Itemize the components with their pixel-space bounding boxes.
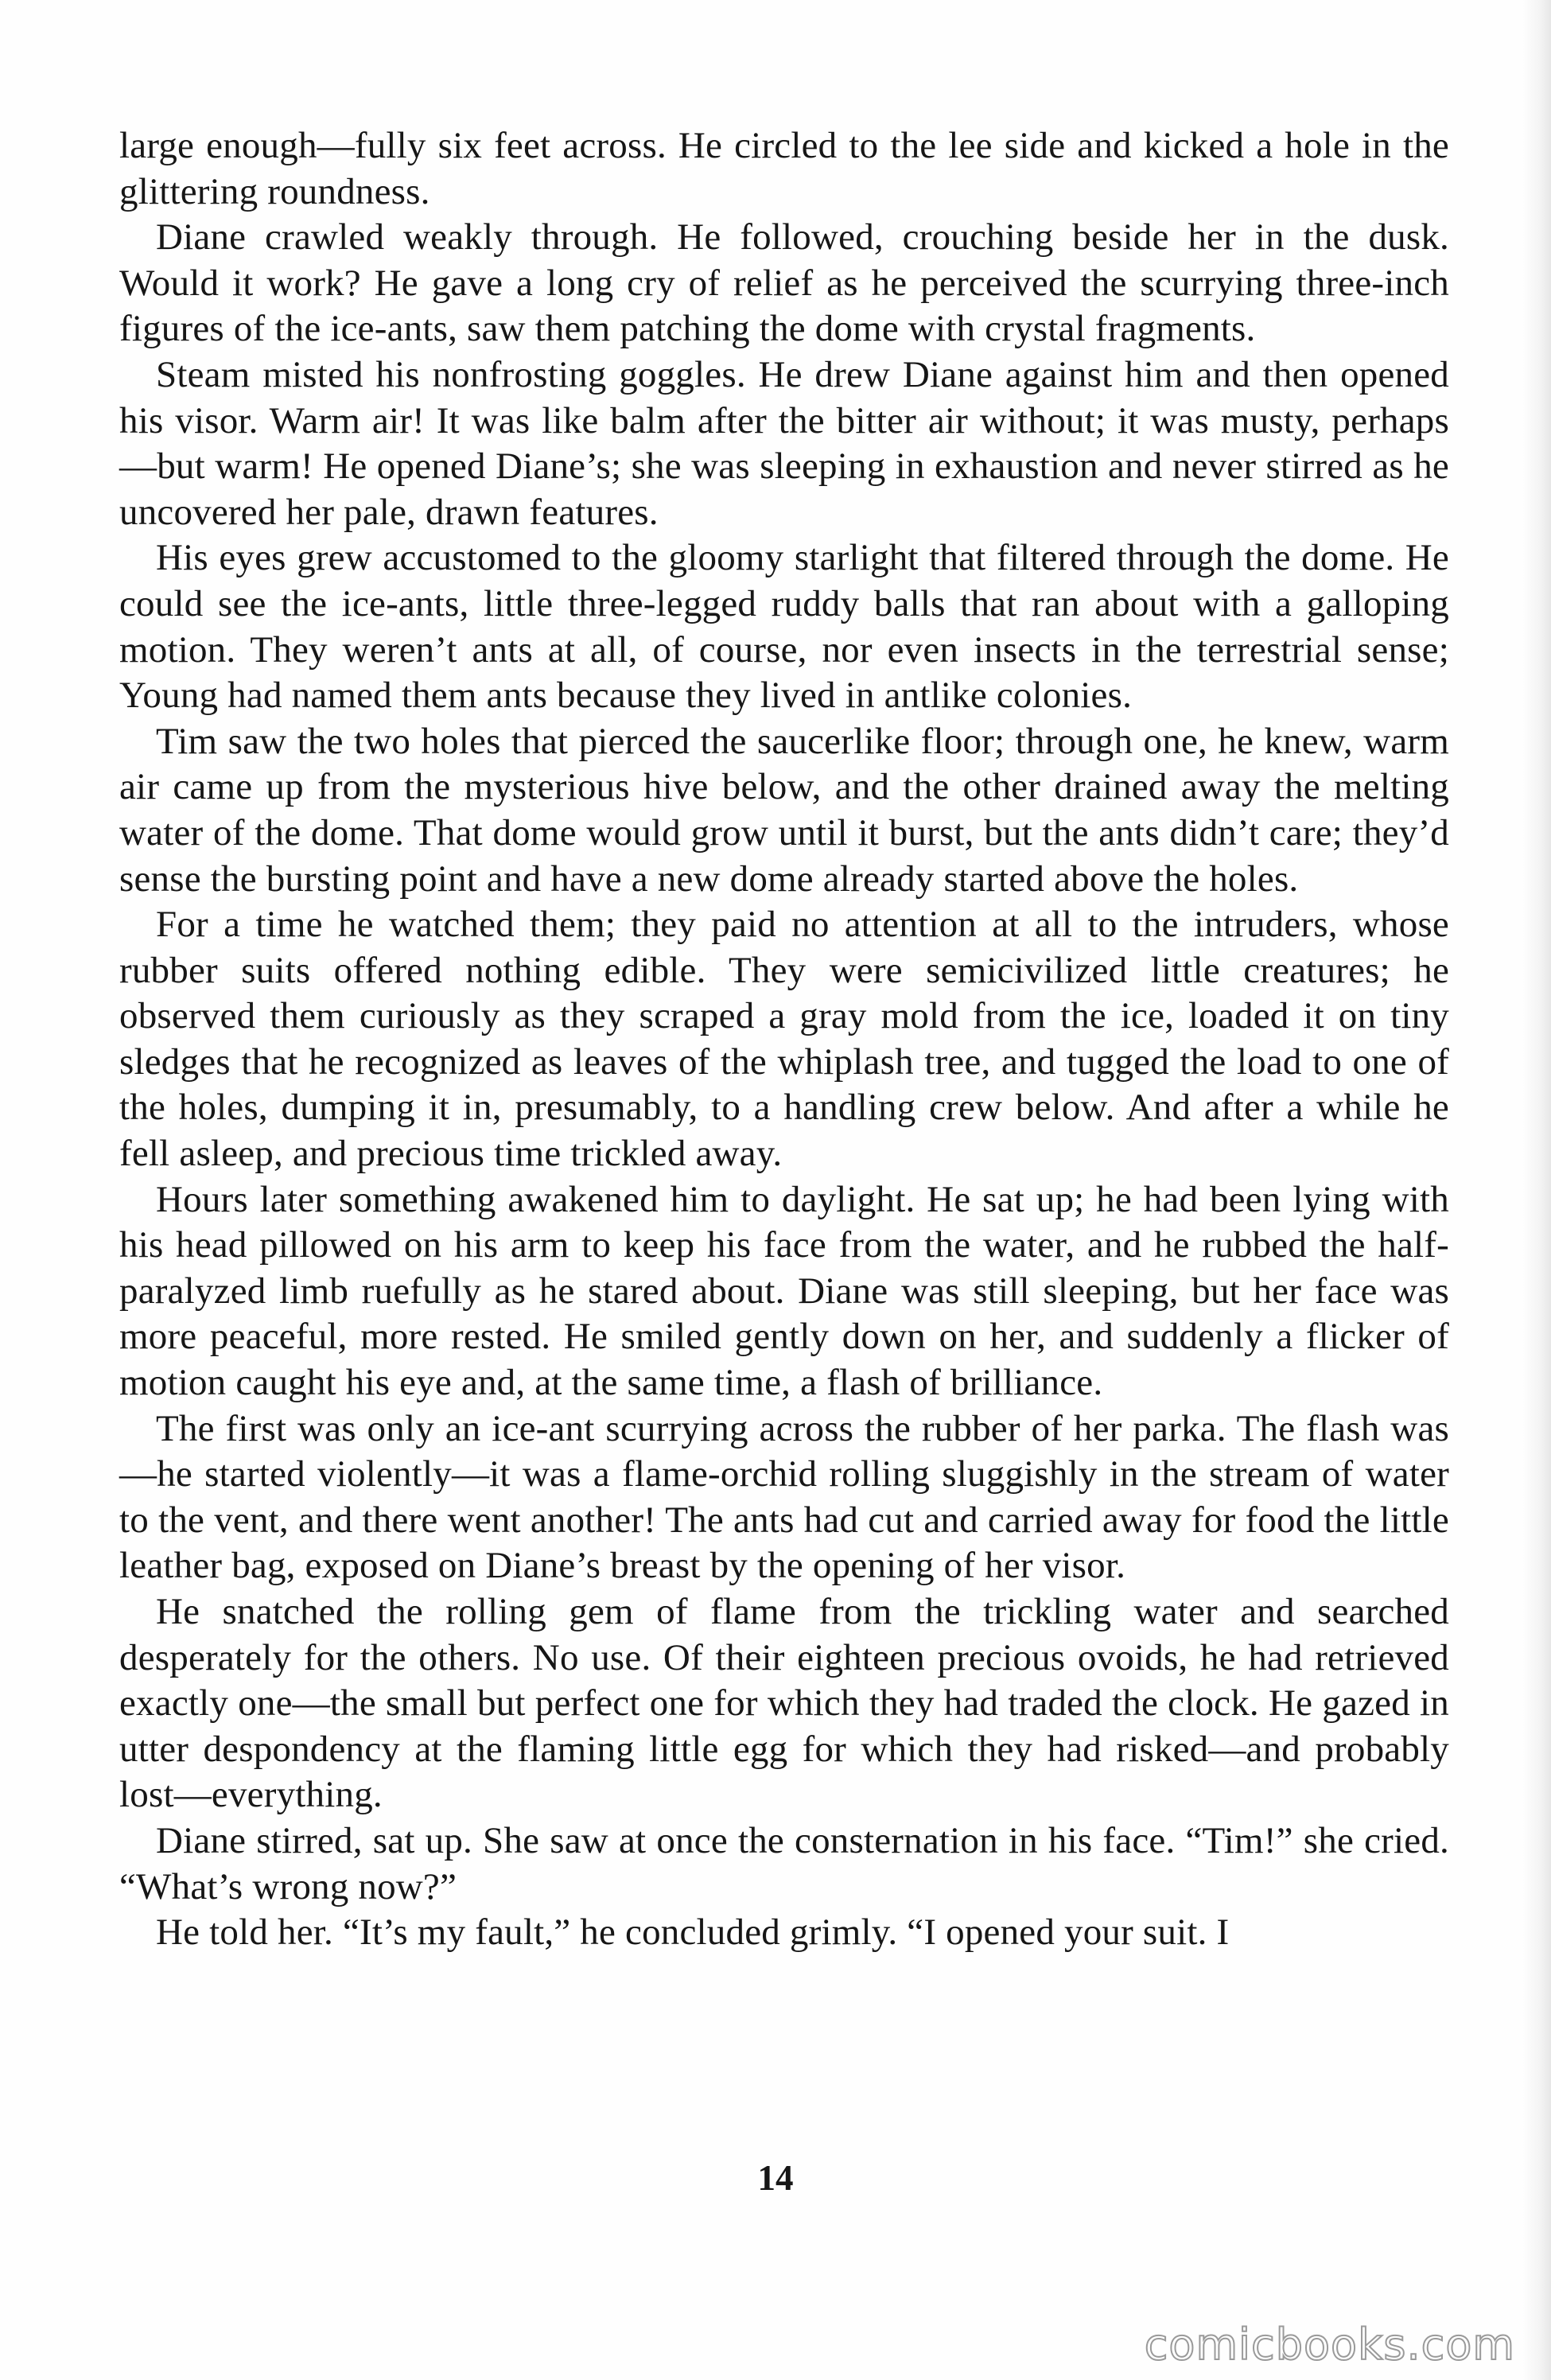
paragraph: large enough—fully six feet across. He circled to the lee side and kicked a hole in the glittering roundness. [119,125,1449,212]
paragraph: He snatched the rolling gem of flame from the trickling water and searched desperately for the others. No use. Of their eighteen precious ovoids, he had retrieved exactly one—the small but perfect one for which they had traded the clock. He gazed in utter despondency at the flaming little egg for which they had risked—and probably lost—everything. [119,1591,1449,1816]
paragraph: Tim saw the two holes that pierced the saucerlike floor; through one, he knew, warm air came up from the mysterious hive below, and the other drained away the melting water of the dome. That dome would grow until it burst, but the ants didn’t care; they’d sense the bursting point and have a new dome already started above the holes. [119,720,1449,900]
paragraph: Diane crawled weakly through. He followed, crouching beside her in the dusk. Would it work? He gave a long cry of relief as he perceived the scurrying three-inch figures of the ice-ants, saw them patching the dome with crystal fragments. [119,216,1449,350]
paragraph: Hours later something awakened him to daylight. He sat up; he had been lying with his head pillowed on his arm to keep his face from the water, and he rubbed the half-paralyzed limb ruefully as he stared about. Diane was still sleeping, but her face was more peaceful, more rested. He smiled gently down on her, and suddenly a flicker of motion caught his eye and, at the same time, a flash of brilliance. [119,1178,1449,1404]
paragraph: The first was only an ice-ant scurrying across the rubber of her parka. The flash was—he started violently—it was a flame-orchid rolling sluggishly in the stream of water to the vent, and there went another! The ants had cut and carried away for food the little leather bag, exposed on Diane’s breast by the opening of her visor. [119,1407,1449,1587]
paragraph: For a time he watched them; they paid no attention at all to the intruders, whose rubber suits offered nothing edible. They were semicivilized little creatures; he observed them curiously as they scraped a gray mold from the ice, loaded it on tiny sledges that he recognized as leaves of the whiplash tree, and tugged the load to one of the holes, dumping it in, presumably, to a handling crew below. And after a while he fell asleep, and precious time trickled away. [119,904,1449,1175]
paragraph: His eyes grew accustomed to the gloomy starlight that filtered through the dome. He could see the ice-ants, little three-legged ruddy balls that ran about with a galloping motion. They weren’t ants at all, of course, nor even insects in the terrestrial sense; Young had named them ants because they lived in antlike colonies. [119,537,1449,717]
watermark: comicbooks.com [1144,2320,1515,2370]
paragraph: Steam misted his nonfrosting goggles. He drew Diane against him and then opened his visor. Warm air! It was like balm after the bitter air without; it was musty, perhaps—but warm! He opened Diane’s; she was sleeping in exhaustion and never stirred as he uncovered her pale, drawn features. [119,353,1449,533]
paragraph: He told her. “It’s my fault,” he concluded grimly. “I opened your suit. I [156,1911,1230,1954]
paragraph: Diane stirred, sat up. She saw at once the consternation in his face. “Tim!” she cried. “What’s wrong now?” [119,1819,1449,1908]
body-text [119,123,1449,1956]
page-edge-shadow [1522,0,1551,2380]
page-number: 14 [757,2158,794,2198]
